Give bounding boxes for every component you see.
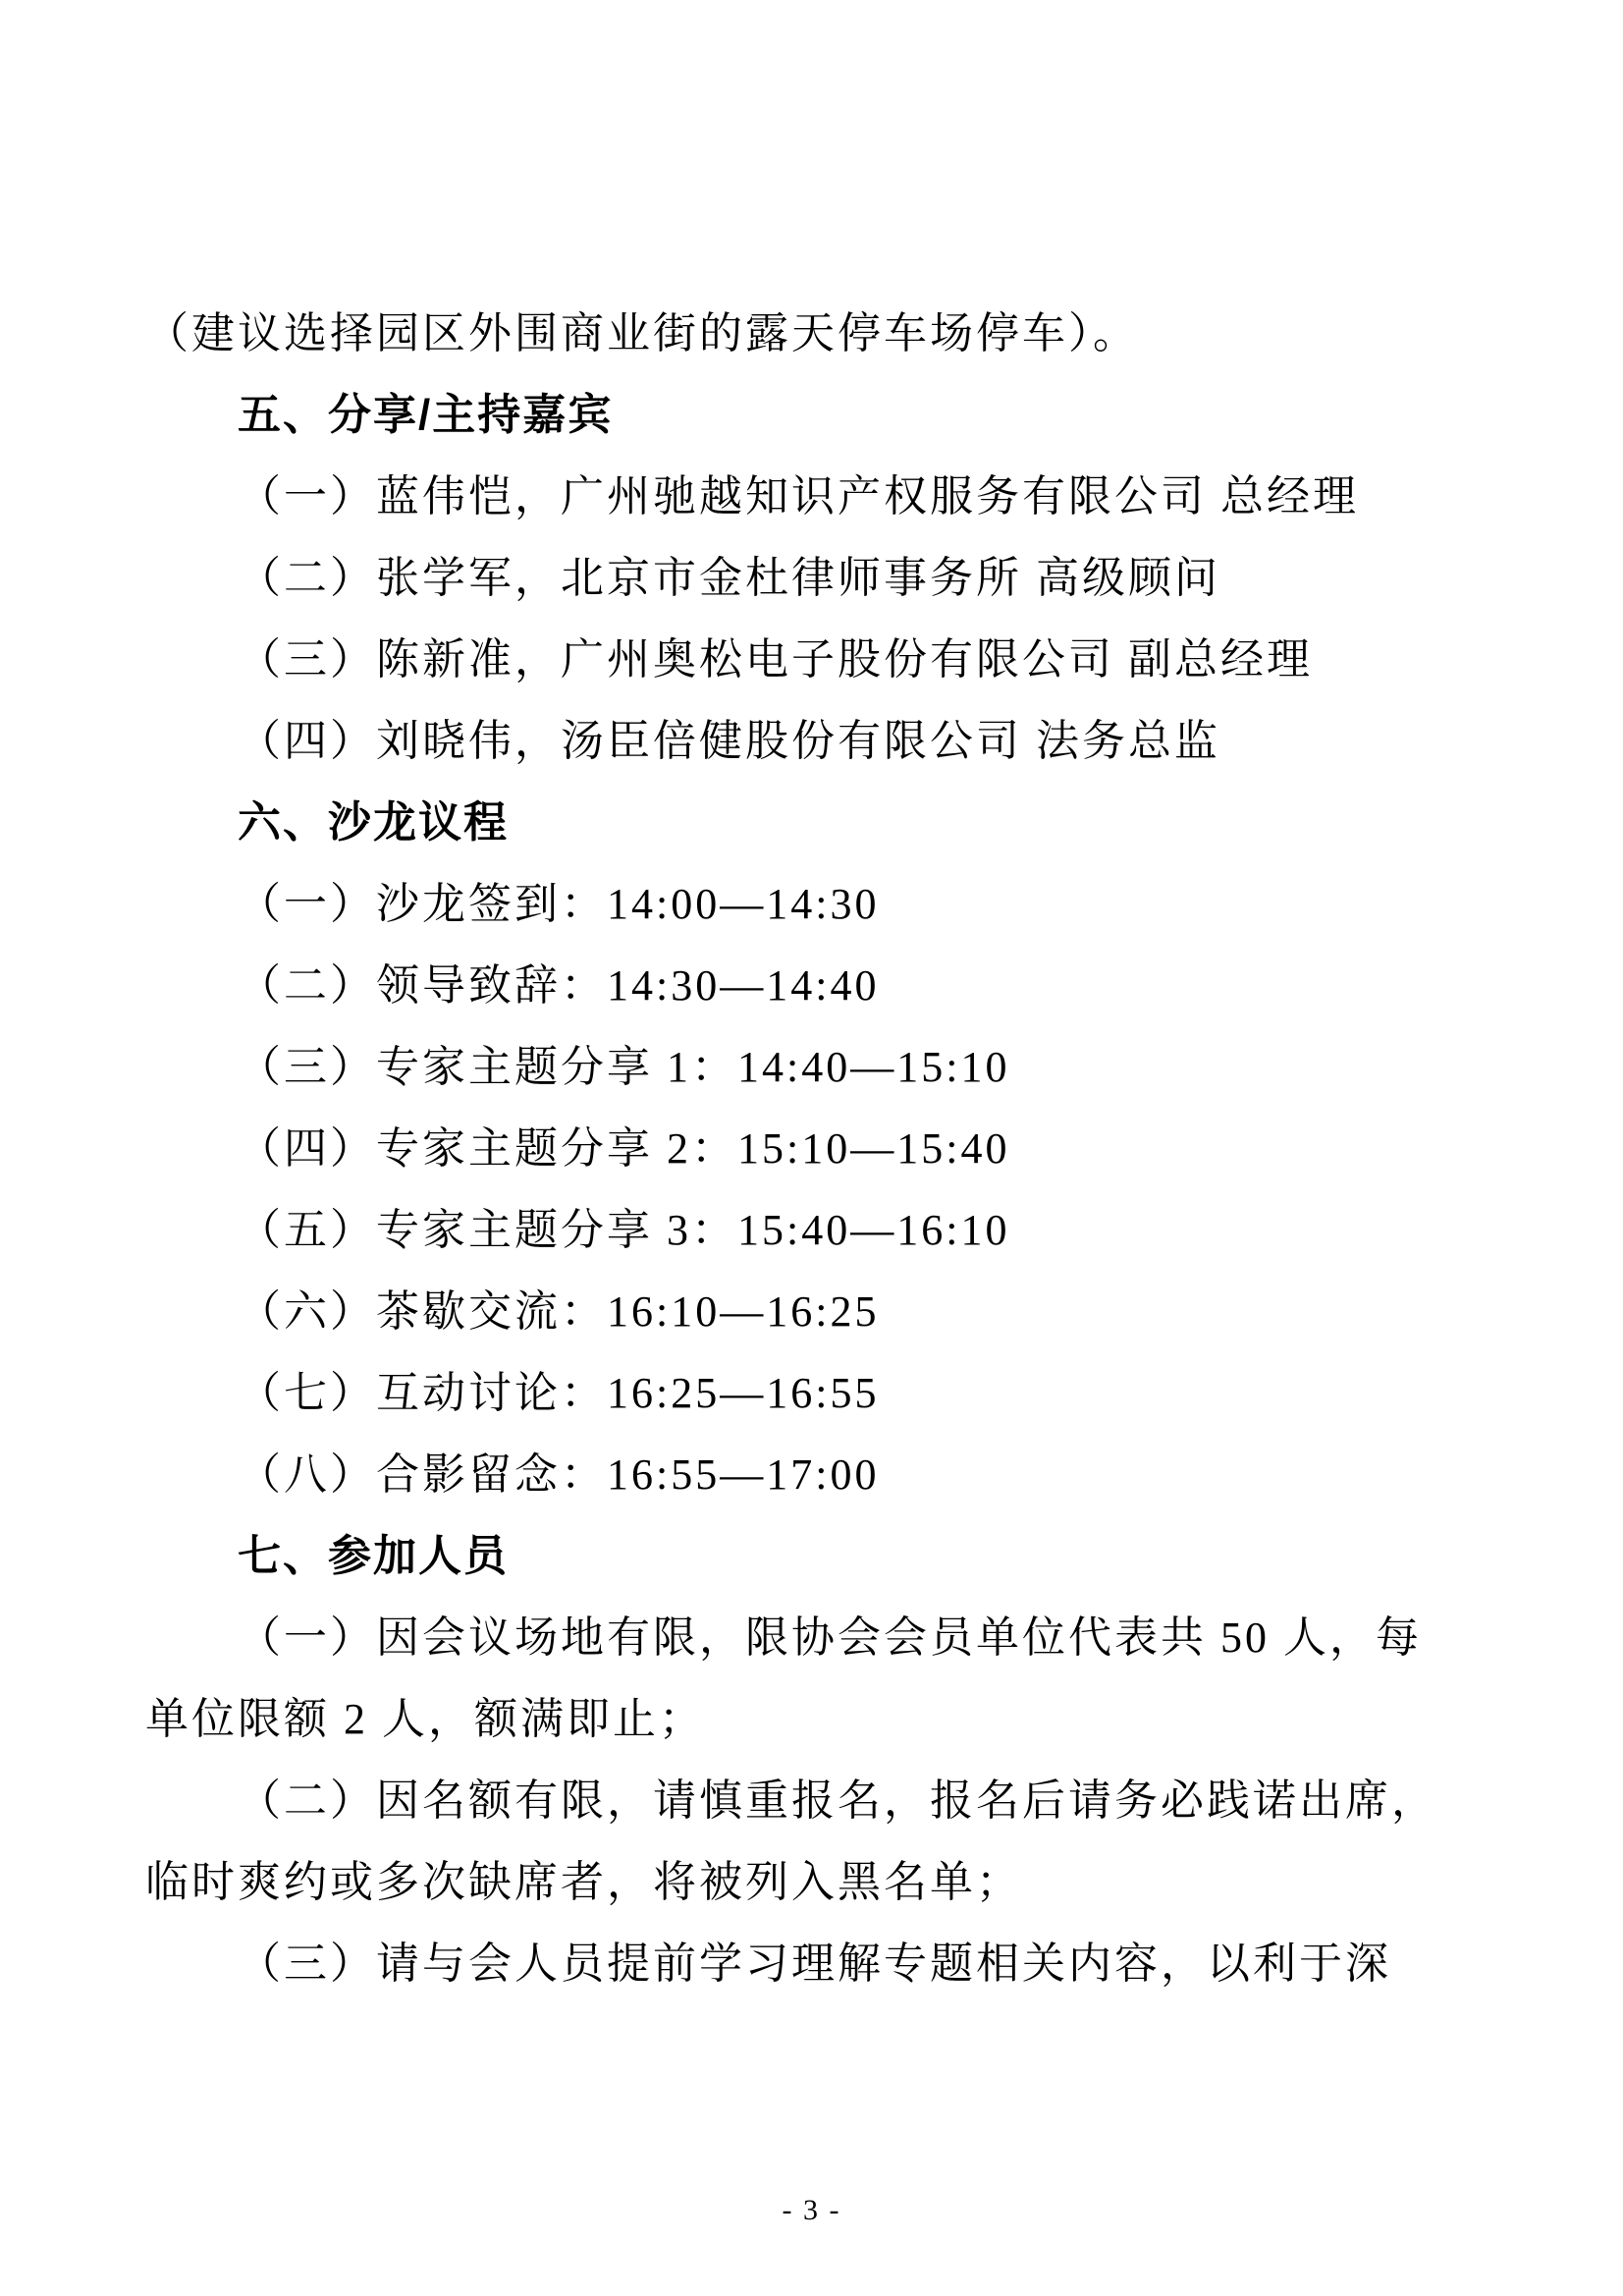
- agenda-item: （七）互动讨论：16:25—16:55: [238, 1369, 880, 1417]
- guest-item: （一）蓝伟恺，广州驰越知识产权服务有限公司 总经理: [238, 472, 1359, 520]
- attendee-rule-line: 单位限额 2 人，额满即止；: [145, 1695, 705, 1743]
- section-heading-6: 六、沙龙议程: [238, 798, 509, 847]
- guest-item: （二）张学军，北京市金杜律师事务所 高级顾问: [238, 554, 1220, 602]
- agenda-item: （五）专家主题分享 3：15:40—16:10: [238, 1206, 1010, 1254]
- page-number-footer: - 3 -: [782, 2194, 841, 2226]
- agenda-item: （四）专家主题分享 2：15:10—15:40: [238, 1124, 1010, 1173]
- document-body: [145, 293, 1495, 2004]
- attendee-rule-line: 临时爽约或多次缺席者，将被列入黑名单；: [145, 1858, 1022, 1906]
- attendee-rule-line: （二）因名额有限，请慎重报名，报名后请务必践诺出席，: [238, 1777, 1437, 1825]
- attendee-rule-line: （一）因会议场地有限，限协会会员单位代表共 50 人，每: [238, 1613, 1422, 1662]
- agenda-item: （一）沙龙签到：14:00—14:30: [238, 880, 880, 928]
- guest-item: （四）刘晓伟，汤臣倍健股份有限公司 法务总监: [238, 717, 1220, 765]
- agenda-item: （八）合影留念：16:55—17:00: [238, 1450, 880, 1499]
- paragraph-continuation-line: （建议选择园区外围商业街的露天停车场停车）。: [145, 309, 1139, 357]
- agenda-item: （二）领导致辞：14:30—14:40: [238, 961, 880, 1010]
- guest-item: （三）陈新准，广州奥松电子股份有限公司 副总经理: [238, 635, 1313, 683]
- section-heading-5: 五、分享/主持嘉宾: [238, 391, 614, 439]
- section-heading-7: 七、参加人员: [238, 1532, 509, 1580]
- attendee-rule-line: （三）请与会人员提前学习理解专题相关内容，以利于深: [238, 1940, 1391, 1988]
- agenda-item: （六）茶歇交流：16:10—16:25: [238, 1287, 880, 1336]
- agenda-item: （三）专家主题分享 1：14:40—15:10: [238, 1043, 1010, 1091]
